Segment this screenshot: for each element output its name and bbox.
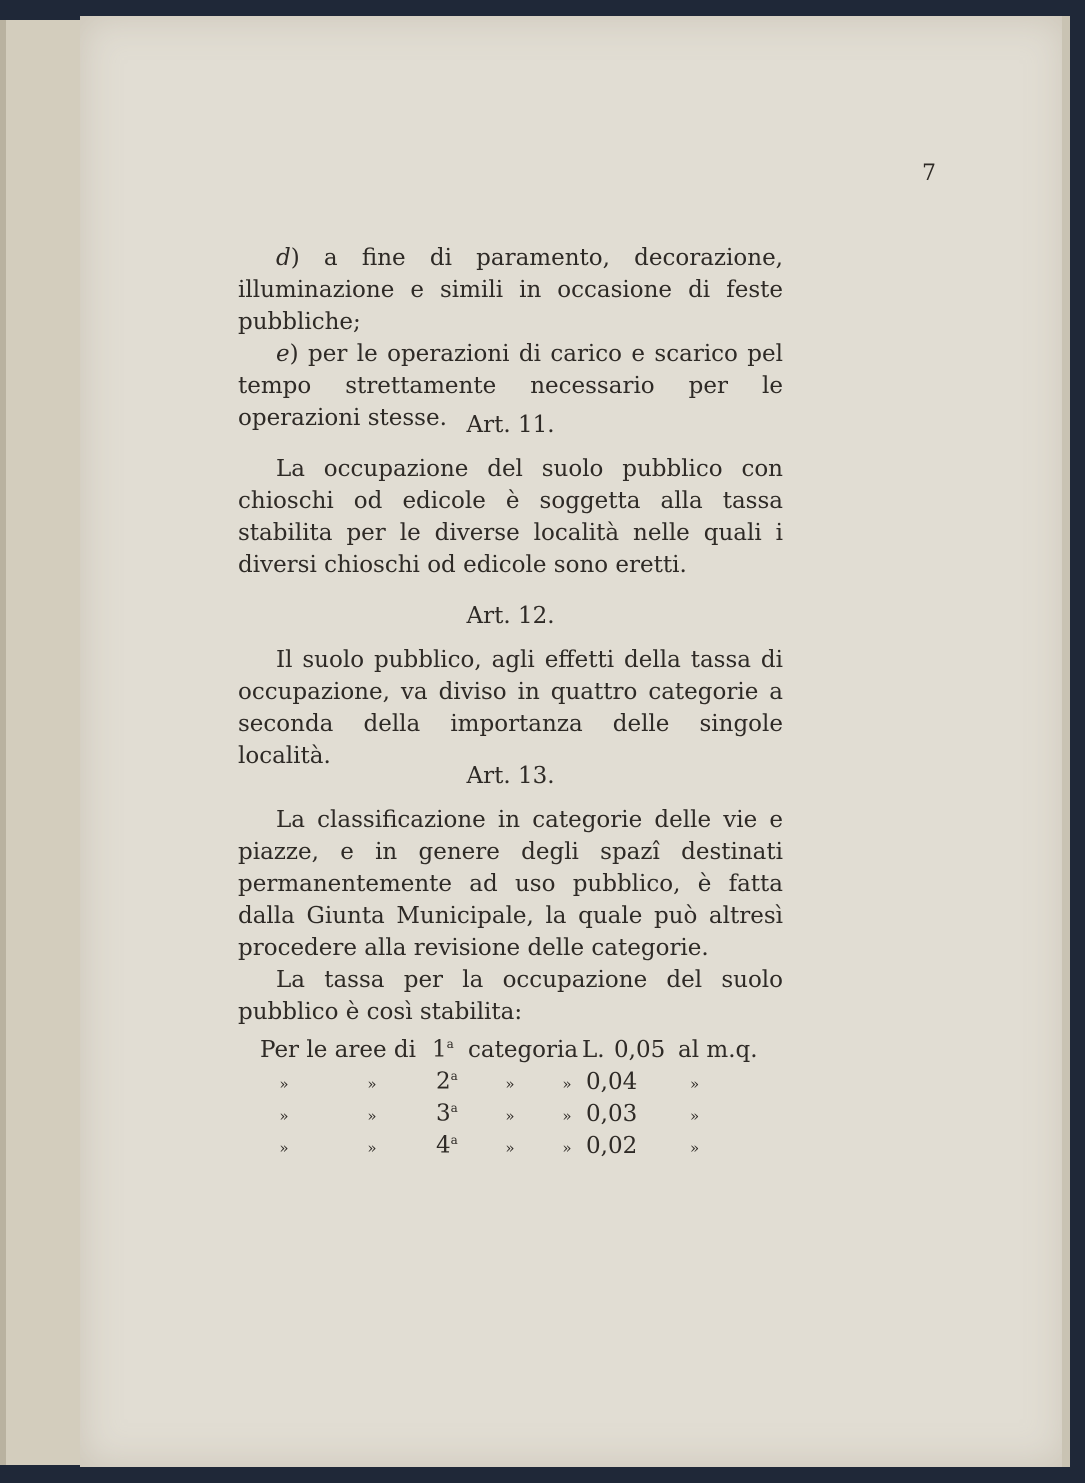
item-e: e) per le operazioni di carico e scarico pel tempo strettamente necessario per le operazioni stesse.	[238, 341, 783, 431]
article-12-text: Il suolo pubblico, agli effetti della tassa di occupazione, va diviso in quattro categorie a seconda della importanza delle singole località.	[238, 647, 783, 769]
rate-row: » » 3$^a$ » » 0,03 »	[279, 1100, 700, 1127]
rate-row: Per le aree di 1$^a$ categoria L. 0,05 al m.q.	[260, 1036, 758, 1063]
article-13-text-1: La classificazione in categorie delle vie e piazze, e in genere degli spazî destinati permanentemente ad uso pubblico, è fatta dalla Giunta Municipale, la quale può altresì procedere alla revisione delle categorie.	[238, 807, 783, 961]
page	[80, 16, 1067, 1467]
left-page-edge	[0, 20, 82, 1465]
article-13-text-2: La tassa per la occupazione del suolo pubblico è così stabilita:	[238, 967, 783, 1025]
page-number: 7	[922, 161, 936, 186]
rate-table	[238, 1028, 783, 1159]
paragraph-items-d-e	[238, 242, 783, 434]
article-11-text: La occupazione del suolo pubblico con chioschi od edicole è soggetta alla tassa stabilita per le diverse località nelle quali i diversi chioschi od edicole sono eretti.	[238, 456, 783, 578]
right-page-edge	[1062, 16, 1070, 1467]
item-d: d) a fine di paramento, decorazione, illuminazione e simili in occasione di feste pubbliche;	[238, 245, 783, 335]
binding-strip	[0, 20, 6, 1465]
rate-row: » » 2$^a$ » » 0,04 »	[279, 1068, 700, 1095]
article-12-heading: Art. 12.	[466, 603, 555, 629]
article-11-heading: Art. 11.	[466, 412, 555, 438]
article-13-heading: Art. 13.	[466, 763, 555, 789]
rate-row: » » 4$^a$ » » 0,02 »	[279, 1132, 700, 1159]
